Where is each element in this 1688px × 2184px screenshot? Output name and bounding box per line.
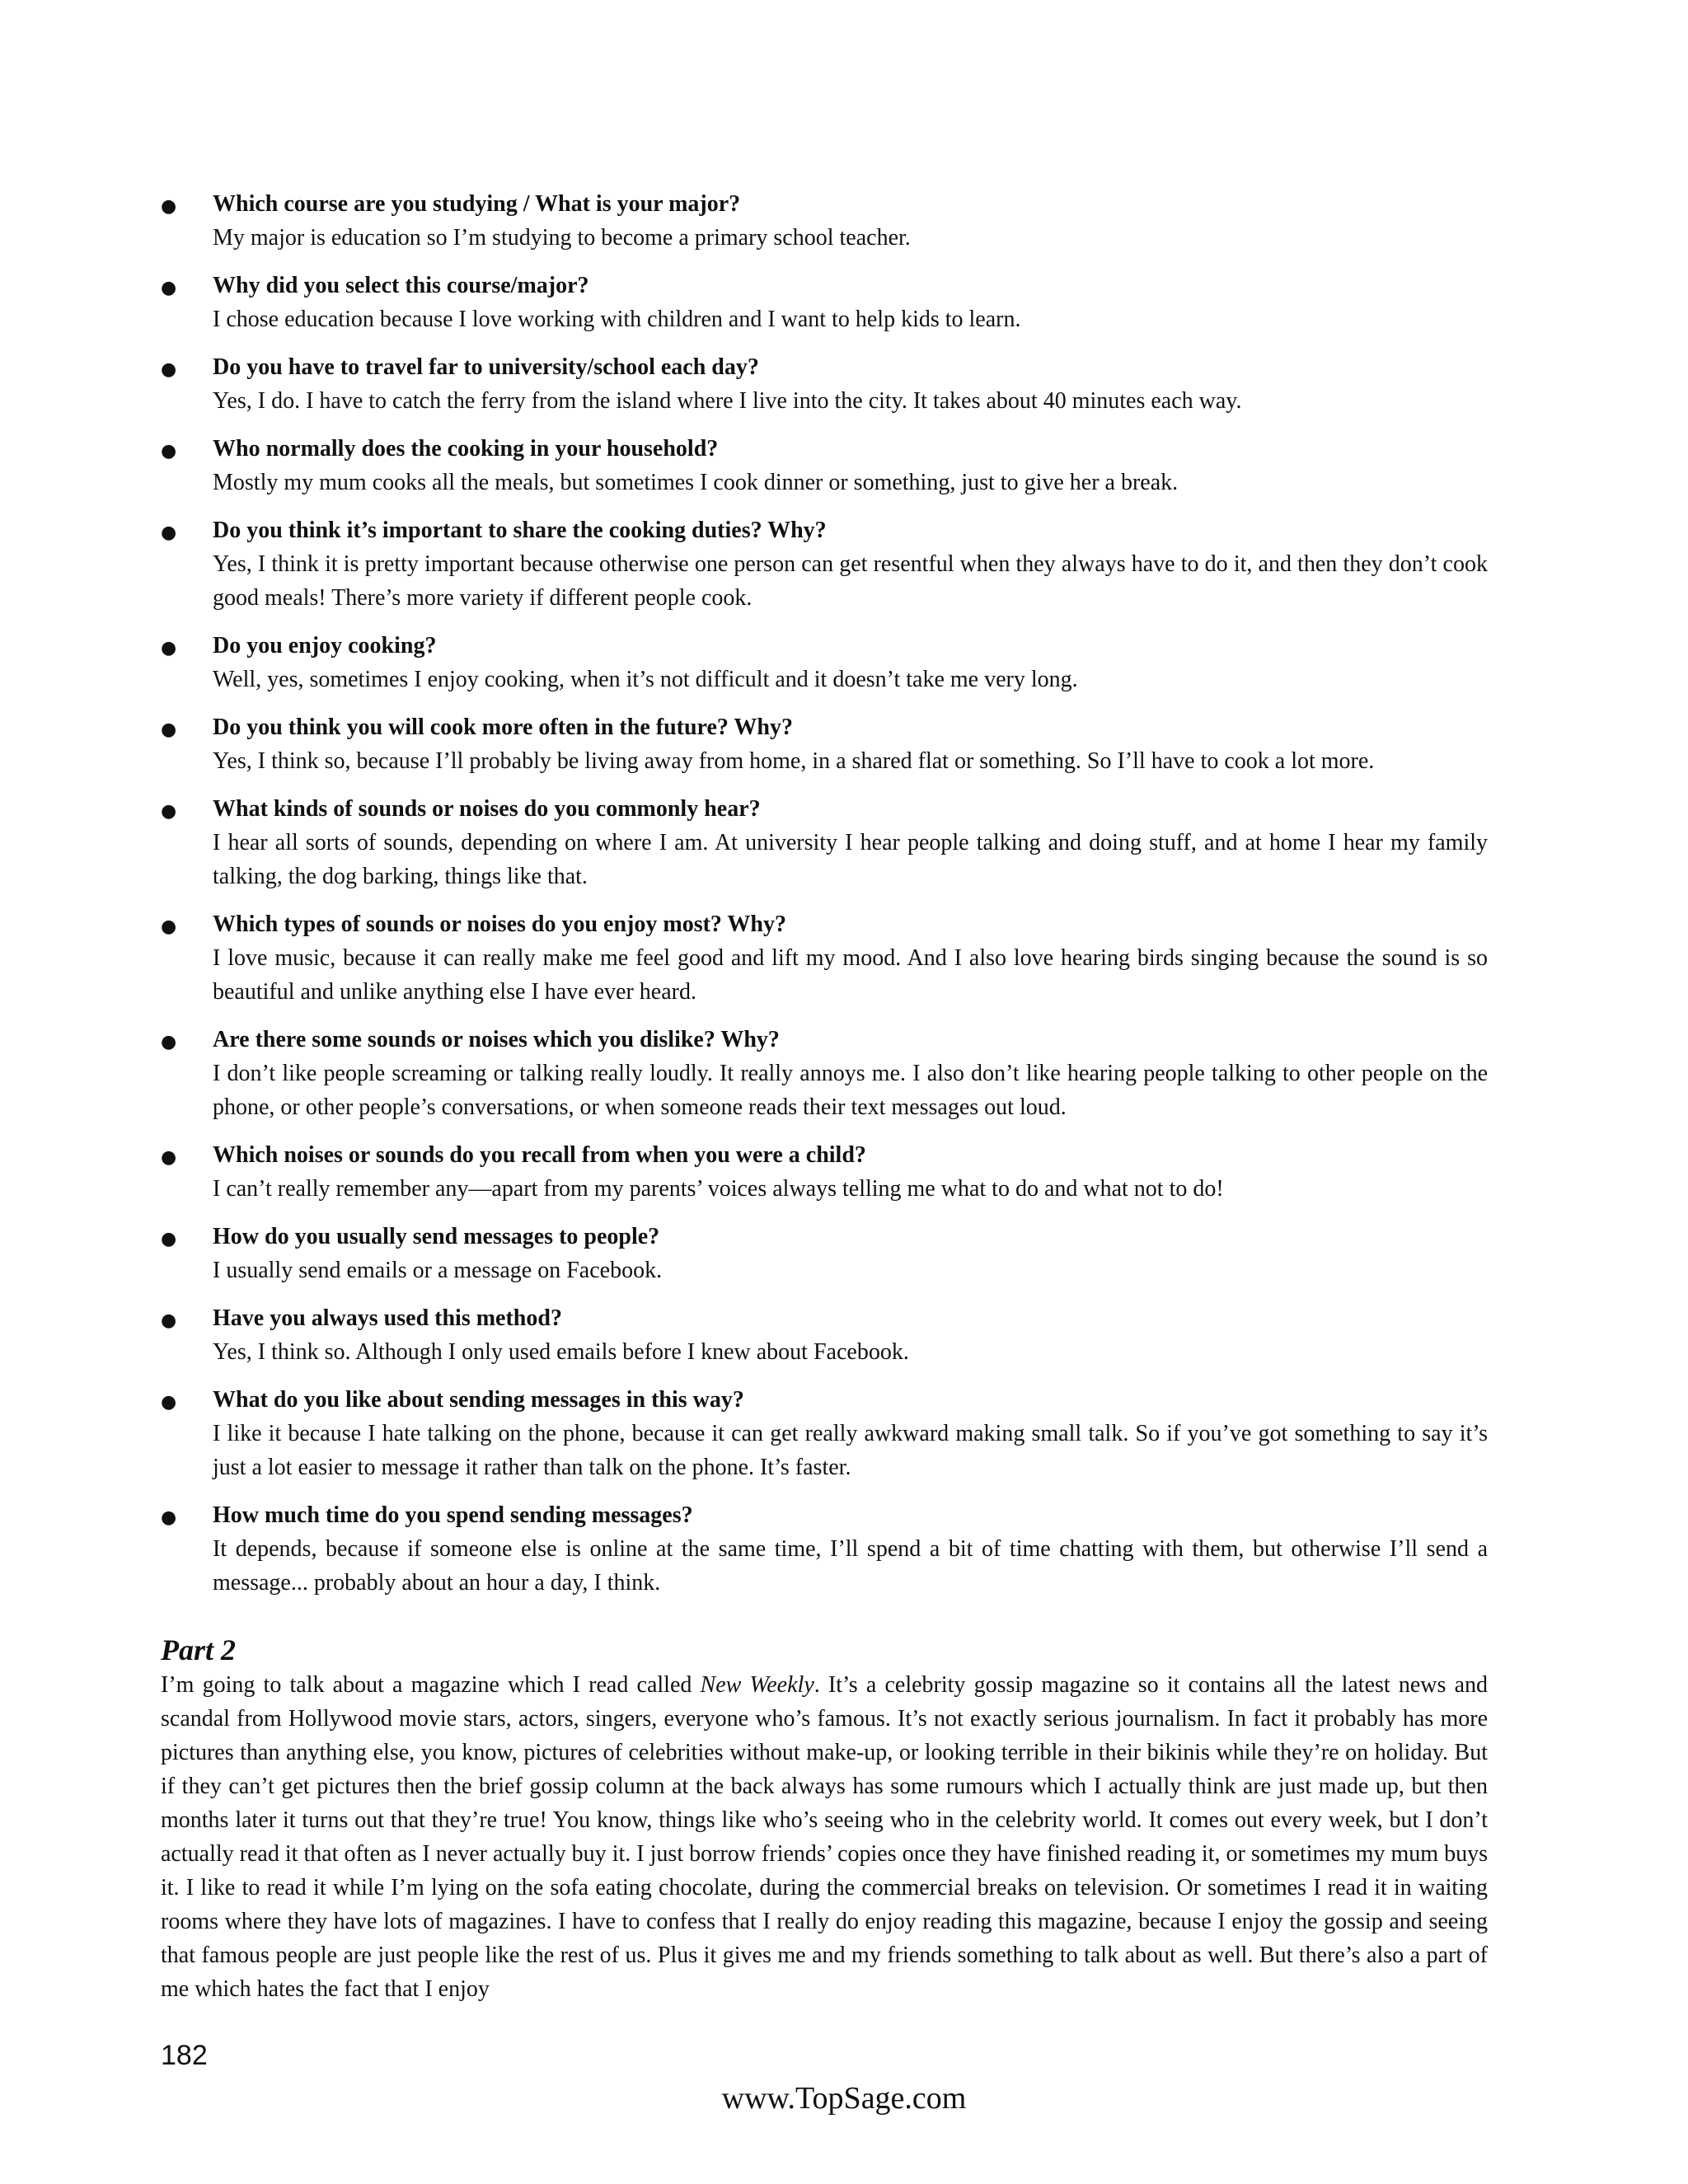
list-item [161, 188, 1488, 255]
paragraph-intro: I’m going to talk about a magazine which I read called [161, 1672, 701, 1698]
answer: My major is education so I’m studying to become a primary school teacher. [213, 225, 911, 251]
list-item [161, 1384, 1488, 1484]
list-item [161, 711, 1488, 778]
question: Who normally does the cooking in your household? [213, 436, 719, 462]
bullet-icon: ● [161, 1147, 177, 1168]
question: Which types of sounds or noises do you enjoy most? Why? [213, 912, 786, 937]
list-item [161, 1499, 1488, 1600]
answer: Yes, I do. I have to catch the ferry from the island where I live into the city. It takes about 40 minutes each way. [213, 388, 1242, 414]
page-number: 182 [161, 2040, 208, 2071]
list-item [161, 1302, 1488, 1369]
bullet-icon: ● [161, 1507, 177, 1528]
question: Do you think you will cook more often in the future? Why? [213, 715, 793, 740]
bullet-icon: ● [161, 1310, 177, 1331]
question: Why did you select this course/major? [213, 273, 589, 298]
bullet-icon: ● [161, 1392, 177, 1413]
question: Which noises or sounds do you recall from when you were a child? [213, 1142, 866, 1168]
answer: It depends, because if someone else is online at the same time, I’ll spend a bit of time chatting with them, but otherwise I’ll send a message... probably about an hour a day, I think. [213, 1536, 1488, 1596]
answer: I hear all sorts of sounds, depending on where I am. At university I hear people talking and doing stuff, and at home I hear my family talking, the dog barking, things like that. [213, 830, 1488, 889]
list-item [161, 1024, 1488, 1124]
answer: Yes, I think it is pretty important because otherwise one person can get resentful when they always have to do it, and then they don’t cook good meals! There’s more variety if different people cook. [213, 551, 1488, 611]
list-item [161, 1139, 1488, 1206]
list-item [161, 433, 1488, 499]
bullet-icon: ● [161, 359, 177, 380]
body-paragraph [161, 1668, 1488, 2006]
answer: I chose education because I love working with children and I want to help kids to learn. [213, 307, 1021, 332]
answer: I usually send emails or a message on Facebook. [213, 1258, 663, 1283]
list-item [161, 514, 1488, 615]
list-item [161, 793, 1488, 893]
question: What kinds of sounds or noises do you commonly hear? [213, 796, 761, 822]
question: Have you always used this method? [213, 1305, 562, 1331]
bullet-icon: ● [161, 916, 177, 937]
question: What do you like about sending messages in this way? [213, 1387, 744, 1413]
question: Do you enjoy cooking? [213, 633, 437, 658]
footer-url: www.TopSage.com [721, 2081, 967, 2116]
answer: I like it because I hate talking on the phone, because it can get really awkward making small talk. So if you’ve got something to say it’s just a lot easier to message it rather than talk on the phone. It’s faster. [213, 1421, 1488, 1480]
list-item [161, 1221, 1488, 1287]
question: Are there some sounds or noises which you dislike? Why? [213, 1027, 780, 1052]
answer: Mostly my mum cooks all the meals, but sometimes I cook dinner or something, just to give her a break. [213, 470, 1179, 495]
bullet-icon: ● [161, 196, 177, 217]
list-item [161, 630, 1488, 696]
question: Do you think it’s important to share the cooking duties? Why? [213, 518, 827, 543]
bullet-icon: ● [161, 801, 177, 822]
list-item [161, 351, 1488, 418]
bullet-icon: ● [161, 719, 177, 740]
magazine-title: New Weekly [700, 1672, 814, 1698]
bullet-icon: ● [161, 1032, 177, 1052]
section-heading: Part 2 [161, 1633, 237, 1666]
answer: Well, yes, sometimes I enjoy cooking, when it’s not difficult and it doesn’t take me very long. [213, 667, 1078, 692]
question: Which course are you studying / What is your major? [213, 191, 741, 217]
answer: I love music, because it can really make me feel good and lift my mood. And I also love hearing birds singing because the sound is so beautiful and unlike anything else I have ever heard. [213, 945, 1488, 1005]
list-item [161, 269, 1488, 336]
answer: I don’t like people screaming or talking really loudly. It really annoys me. I also don’t like hearing people talking to other people on the phone, or other people’s conversations, or when someone reads their text messages out loud. [213, 1061, 1488, 1120]
paragraph-text: . It’s a celebrity gossip magazine so it contains all the latest news and scandal from Hollywood movie stars, actors, singers, everyone who’s famous. It’s not exactly serious journalism. In fact it probably has more pictures than anything else, you know, pictures of celebrities without make-up, or looking terrible in their bikinis while they’re on holiday. But if they can’t get pictures then the brief gossip column at the back always has some rumours which I actually think are just made up, but then months later it turns out that they’re true! You know, things like who’s seeing who in the celebrity world. It comes out every week, but I don’t actually read it that often as I never actually buy it. I just borrow friends’ copies once they have finished reading it, or sometimes my mum buys it. I like to read it while I’m lying on the sofa eating chocolate, during the commercial breaks on television. Or sometimes I read it in waiting rooms where they have lots of magazines. I have to confess that I really do enjoy reading this magazine, because I enjoy the gossip and seeing that famous people are just people like the rest of us. Plus it gives me and my friends something to talk about as well. But there’s also a part of me which hates the fact that I enjoy [161, 1672, 1488, 2002]
bullet-icon: ● [161, 441, 177, 462]
answer: Yes, I think so. Although I only used emails before I knew about Facebook. [213, 1339, 909, 1365]
question: Do you have to travel far to university/school each day? [213, 354, 759, 380]
bullet-icon: ● [161, 278, 177, 298]
question: How much time do you spend sending messages? [213, 1502, 693, 1528]
bullet-icon: ● [161, 638, 177, 658]
question-answer-list [161, 188, 1488, 1615]
list-item [161, 908, 1488, 1009]
question: How do you usually send messages to people? [213, 1224, 660, 1249]
bullet-icon: ● [161, 1229, 177, 1249]
answer: I can’t really remember any—apart from my parents’ voices always telling me what to do and what not to do! [213, 1176, 1224, 1202]
bullet-icon: ● [161, 523, 177, 543]
answer: Yes, I think so, because I’ll probably be living away from home, in a shared flat or something. So I’ll have to cook a lot more. [213, 748, 1375, 774]
